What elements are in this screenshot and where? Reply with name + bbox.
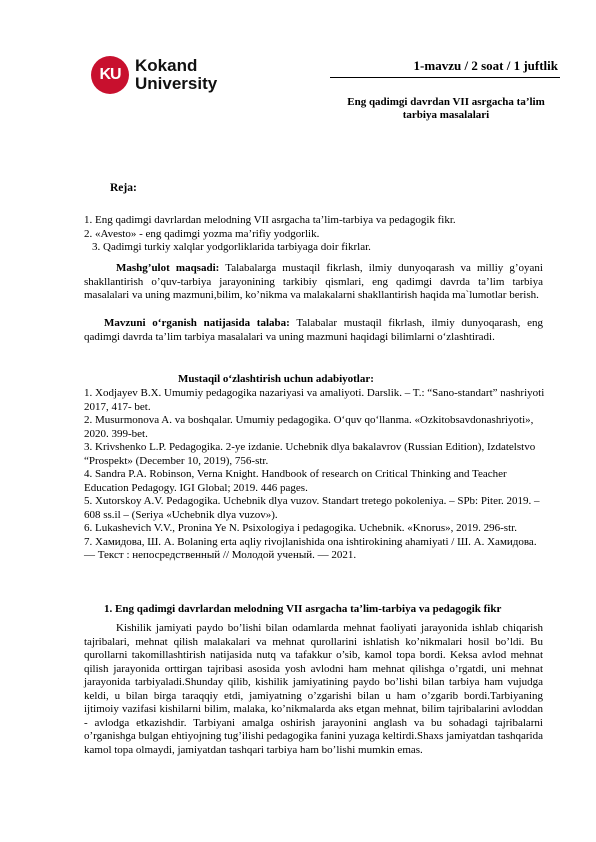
- goal-label: Mashg’ulot maqsadi:: [116, 262, 220, 274]
- logo-line2: University: [135, 74, 218, 93]
- logo-line1: Kokand: [135, 56, 198, 75]
- plan-item: 1. Eng qadimgi davrlardan melodning VII asrgacha ta’lim-tarbiya va pedagogik fikr.: [84, 214, 456, 226]
- goal-text: Talabalarga mustaqil fikrlash, ilmiy dunyoqarash va milliy g’oyani shakllantirish o’quv-tarbiya jarayonining tarkibiy qismlari, eng qadimgi davrda ta’lim tarbiya masalalari va uning mazmuni,bilim, ko’nikma va malakalarni shakllantirish haqida ma`lumotlar berish.: [84, 262, 543, 301]
- reference-item: 4. Sandra P.A. Robinson, Verna Knight. Handbook of research on Critical Thinking and Teacher Education Pedagogy. IGI Global; 2019. 446 pages.: [84, 468, 507, 494]
- reference-item: 1. Xodjayev B.X. Umumiy pedagogika nazariyasi va amaliyoti. Darslik. – T.: “Sano-standart” nashriyoti 2017, 417- bet.: [84, 387, 545, 413]
- logo-wordmark: [135, 57, 217, 93]
- section-body: [84, 622, 543, 757]
- reference-item: 5. Xutorskoy A.V. Pedagogika. Uchebnik dlya vuzov. Standart tretego pokoleniya. – SPb: Piter. 2019. – 608 ss.il – (Seriya «Uchebnik dlya vuzov»).: [84, 495, 540, 521]
- section-title: 1. Eng qadimgi davrlardan melodning VII asrgacha ta’lim-tarbiya va pedagogik fikr: [104, 603, 502, 615]
- goal-paragraph: [84, 262, 543, 303]
- plan-heading: Reja:: [110, 182, 137, 194]
- references-list: [84, 387, 546, 563]
- plan-item: 3. Qadimgi turkiy xalqlar yodgorliklarida tarbiyaga doir fikrlar.: [92, 241, 371, 253]
- result-label: Mavzuni o‘rganish natijasida talaba:: [104, 317, 290, 329]
- logo-mark: KU: [91, 56, 129, 94]
- reference-item: 7. Хамидова, Ш. А. Bolaning erta aqliy rivojlanishida ona ishtirokining ahamiyati / Ш. А. Хамидова. — Текст : непосредственный // Молодой ученый. — 2021.: [84, 535, 537, 561]
- plan-list: [84, 214, 456, 255]
- lesson-header-title: 1-mavzu / 2 soat / 1 juftlik: [413, 58, 558, 73]
- plan-item: 2. «Avesto» - eng qadimgi yozma ma’rifiy yodgorlik.: [84, 227, 320, 240]
- result-text: Talabalar mustaqil fikrlash, ilmiy dunyoqarash, eng qadimgi davrda ta’lim tarbiya masalalari va uning mazmuni haqidagi bilimlarni o‘zlashtiradi.: [84, 317, 543, 343]
- university-logo: [91, 56, 241, 98]
- reference-item: 3. Krivshenko L.P. Pedagogika. 2-ye izdanie. Uchebnik dlya bakalavrov (Russian Edition), Izdatelstvo “Prospekt» (December 10, 2019), 756-str.: [84, 441, 536, 467]
- header-divider: [330, 77, 560, 78]
- result-paragraph: [84, 317, 543, 344]
- lesson-topic-title: Eng qadimgi davrdan VII asrgacha ta’lim tarbiya masalalari: [347, 96, 545, 121]
- references-heading: Mustaqil o‘zlashtirish uchun adabiyotlar:: [178, 373, 374, 385]
- section-body-text: Kishilik jamiyati paydo bo’lishi bilan odamlarda mehnat faoliyati jarayonida ishlab chiqarish tajribalari, mehnat qilish malakalari va mehnat qurollarini ishlatish ko’nikmalari hosil bo’ldi. Bu qurollarni takomillashtirish natijasida nutq va tafakkur o’sib, kamol topa bordi. Keksa avlod mehnat qilish jarayonida orttirgan tajribasi asosida yosh avlodni ham mehnat qilishga o’rgatdi, uni mehnat jarayonida tarbiyaladi.Shunday qilib, kishilik jamiyatining paydo bo’lishi bilan tarbiya ham vujudga keldi, u bilan birga taraqqiy etdi, jamiyatning o’zgarishi bilan u ham o’zgarib bordi.Tarbiyaning ijtimoiy vazifasi kishilarni bilim, malaka, ko’nikmalarda aks etgan mehnat, bilim tajribalarini avloddan - avlodga etkazishdir. Tarbiyani amalga oshirish jarayonini anglash va bu sohadagi tajribalarni o’rganishga bulgan ehtiyojning tug’ilishi pedagogika fanini yuzaga keltirdi.Shaxs jamiyatdan tashqarida kamol topa olmaydi, jamiyatdan tashqari tarbiya ham bo’lishi mumkin emas.: [84, 622, 543, 756]
- reference-item: 2. Musurmonova A. va boshqalar. Umumiy pedagogika. O‘quv qo‘llanma. «Ozkitobsavdonashriyoti», 2020. 399-bet.: [84, 414, 534, 440]
- reference-item: 6. Lukashevich V.V., Pronina Ye N. Psixologiya i pedagogika. Uchebnik. «Knorus», 2019. 296-str.: [84, 522, 517, 534]
